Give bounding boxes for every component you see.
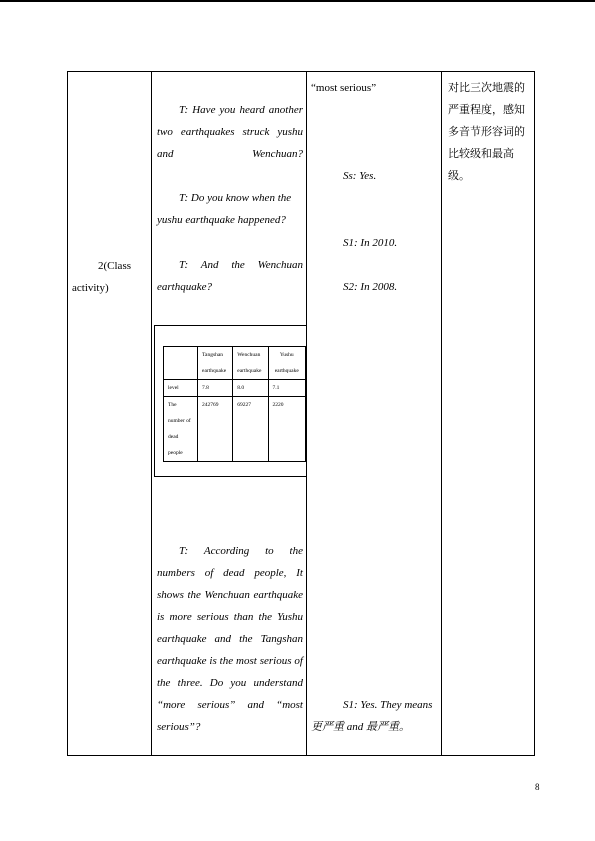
student-response-2: S1: In 2010. bbox=[343, 237, 398, 249]
earthquake-table bbox=[163, 346, 306, 462]
step-label-line2: activity) bbox=[72, 282, 109, 294]
table-row bbox=[164, 397, 306, 462]
teacher-question-3: T: And the Wenchuan earthquake? bbox=[157, 259, 303, 293]
page-number: 8 bbox=[535, 782, 540, 792]
table-header-cell bbox=[164, 347, 198, 380]
table-header-row bbox=[164, 347, 306, 380]
teacher-question-2: T: Do you know when the yushu earthquake happened? bbox=[157, 192, 292, 226]
column-divider bbox=[441, 72, 442, 755]
student-response-4-translation: 更严重 and 最严重。 bbox=[311, 721, 410, 733]
design-purpose-text: 对比三次地震的严重程度，感知多音节形容词的比较级和最高级。 bbox=[448, 81, 525, 182]
student-response-4: S1: Yes. They means bbox=[343, 699, 433, 711]
table-header-cell: Wenchuan earthquake bbox=[233, 347, 268, 380]
table-header-cell: Yushu earthquake bbox=[268, 347, 305, 380]
table-cell: 2220 bbox=[268, 397, 305, 462]
lesson-plan-table bbox=[67, 71, 535, 756]
table-cell: level bbox=[164, 380, 198, 397]
table-cell: The number of dead people bbox=[164, 397, 198, 462]
table-header-cell: Tangshan earthquake bbox=[198, 347, 233, 380]
step-label-line1: 2(Class bbox=[98, 260, 131, 272]
table-cell: 69227 bbox=[233, 397, 268, 462]
teacher-question-1: T: Have you heard another two earthquakes struck yushu and Wenchuan? bbox=[157, 104, 303, 160]
table-cell: 7.1 bbox=[268, 380, 305, 397]
student-response-1: Ss: Yes. bbox=[343, 170, 377, 182]
student-note-most-serious: “most serious” bbox=[311, 82, 377, 94]
table-row bbox=[164, 380, 306, 397]
earthquake-table-frame bbox=[154, 325, 307, 477]
table-cell: 242769 bbox=[198, 397, 233, 462]
table-cell: 8.0 bbox=[233, 380, 268, 397]
column-divider bbox=[151, 72, 152, 755]
student-response-3: S2: In 2008. bbox=[343, 281, 398, 293]
table-cell: 7.8 bbox=[198, 380, 233, 397]
step-label bbox=[72, 255, 148, 299]
teacher-question-4: T: According to the numbers of dead people, It shows the Wenchuan earthquake is more serious than the Yushu earthquake and the Tangshan earthquake is the most serious of the three. Do you understand “more serious” and “most serious”? bbox=[157, 545, 303, 733]
page-top-rule bbox=[0, 0, 595, 2]
